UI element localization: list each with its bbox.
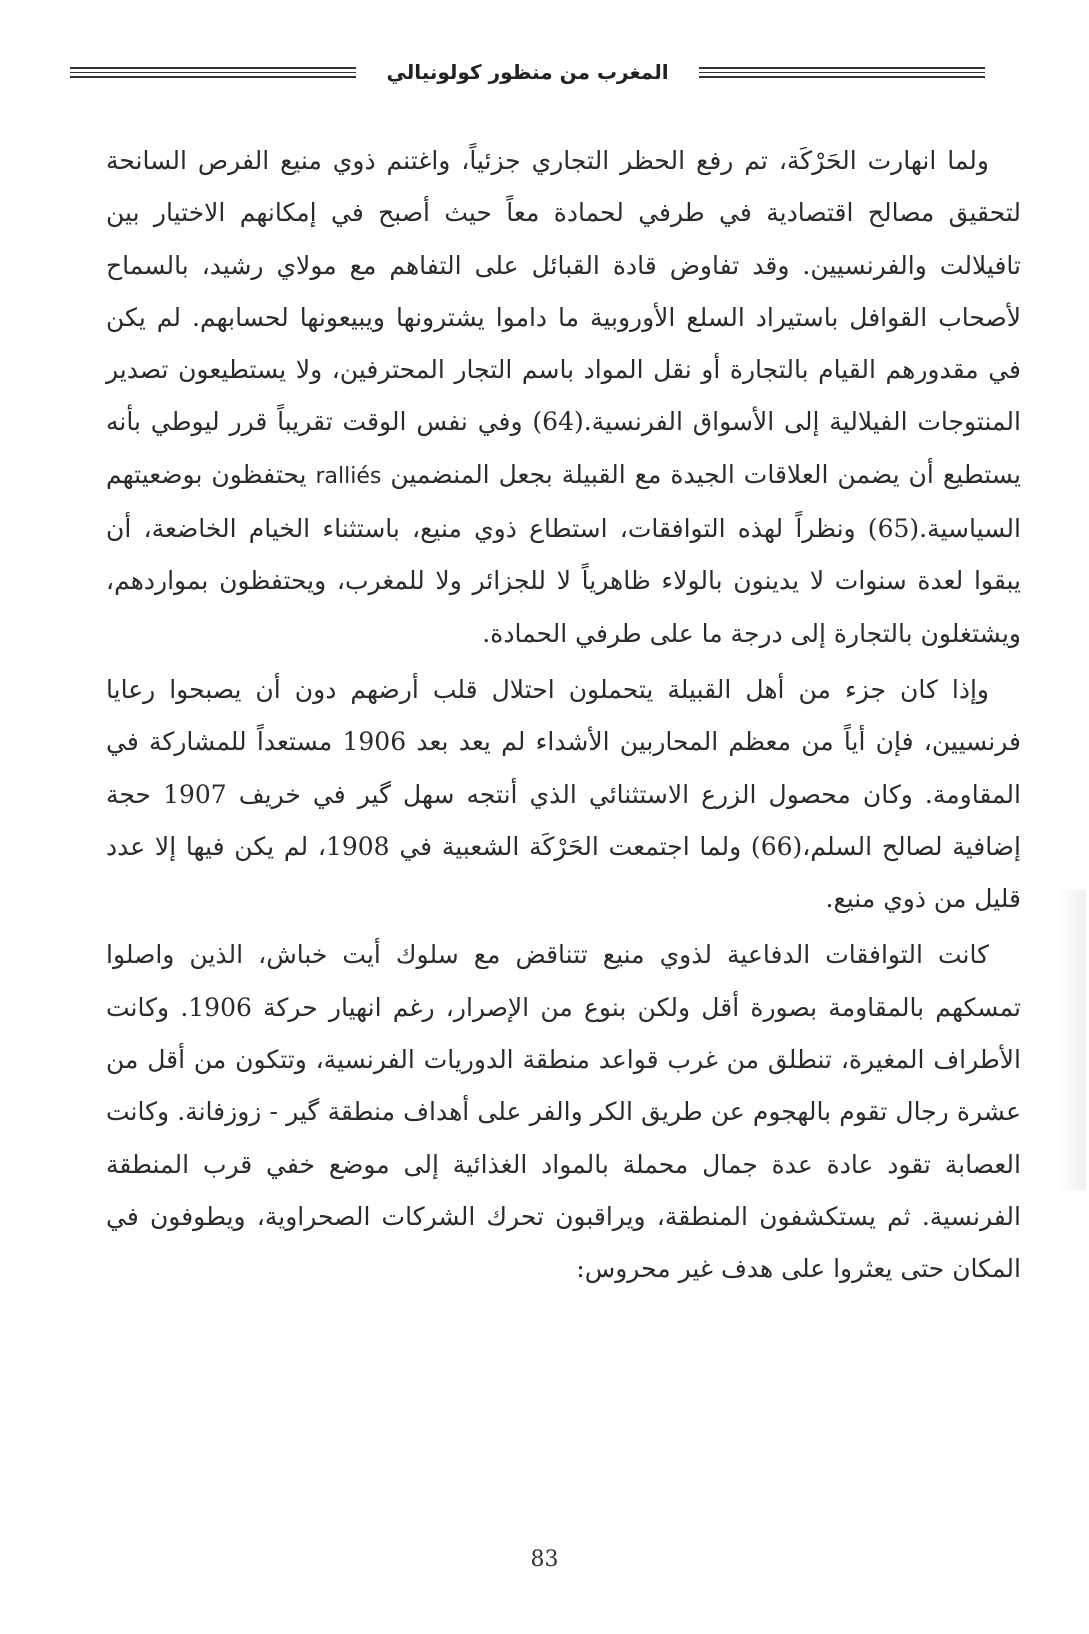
running-header (70, 52, 985, 92)
scan-shadow (1056, 890, 1086, 1190)
paragraph-1-text: ولما انهارت الحَرْكَة، تم رفع الحظر التجاري جزئياً، واغتنم ذوي منيع الفرص السانحة لتحقيق مصالح اقتصادية في طرفي لحمادة معاً حيث أصبح في إمكانهم الاختيار بين تافيلالت والفرنسيين. وقد تفاوض قادة القبائل على التفاهم مع مولاي رشيد، بالسماح لأصحاب القوافل باستيراد السلع الأوروبية ما داموا يشترونها ويبيعونها لحسابهم. لم يكن في مقدورهم القيام بالتجارة أو نقل المواد باسم التجار المحترفين، ولا يستطيعون تصدير المنتوجات الفيلالية إلى الأسواق الفرنسية.(64) وفي نفس الوقت تقريباً قرر ليوطي بأنه يستطيع أن يضمن العلاقات الجيدة مع القبيلة بجعل المنضمين (106, 146, 1022, 489)
body-text (106, 135, 1021, 1296)
paragraph-1 (106, 135, 1021, 660)
paragraph-3: كانت التوافقات الدفاعية لذوي منيع تتناقض مع سلوك أيت خباش، الذين واصلوا تمسكهم بالمقاومة بصورة أقل ولكن بنوع من الإصرار، رغم انهيار حركة 1906. وكانت الأطراف المغيرة، تنطلق من غرب قواعد منطقة الدوريات الفرنسية، وتتكون من أقل من عشرة رجال تقوم بالهجوم عن طريق الكر والفر على أهداف منطقة گير - زوزفانة. وكانت العصابة تقود عادة عدة جمال محملة بالمواد الغذائية إلى موضع خفي قرب المنطقة الفرنسية. ثم يستكشفون المنطقة، ويراقبون تحرك الشركات الصحراوية، ويطوفون في المكان حتى يعثروا على هدف غير محروس: (106, 940, 1021, 1284)
header-rule-right (699, 67, 985, 78)
page-number: 83 (530, 1547, 559, 1572)
header-rule-left (70, 67, 356, 78)
latin-term: ralliés (315, 463, 382, 489)
running-title: المغرب من منظور كولونيالي (386, 60, 669, 84)
paragraph-2: وإذا كان جزء من أهل القبيلة يتحملون احتلال قلب أرضهم دون أن يصبحوا رعايا فرنسيين، فإن أياً من معظم المحاربين الأشداء لم يعد بعد 1906 مستعداً للمشاركة في المقاومة. وكان محصول الزرع الاستثنائي الذي أنتجه سهل گير في خريف 1907 حجة إضافية لصالح السلم،(66) ولما اجتمعت الحَرْكَة الشعبية في 1908، لم يكن فيها إلا عدد قليل من ذوي منيع. (106, 674, 1021, 914)
paragraph-1-continuation: يحتفظون بوضعيتهم السياسية.(65) ونظراً لهذه التوافقات، استطاع ذوي منيع، باستثناء الخيام الخاضعة، أن يبقوا لعدة سنوات لا يدينون بالولاء ظاهرياً لا للجزائر ولا للمغرب، ويحتفظون بمواردهم، ويشتغلون بالتجارة إلى درجة ما على طرفي الحمادة. (106, 459, 1021, 648)
